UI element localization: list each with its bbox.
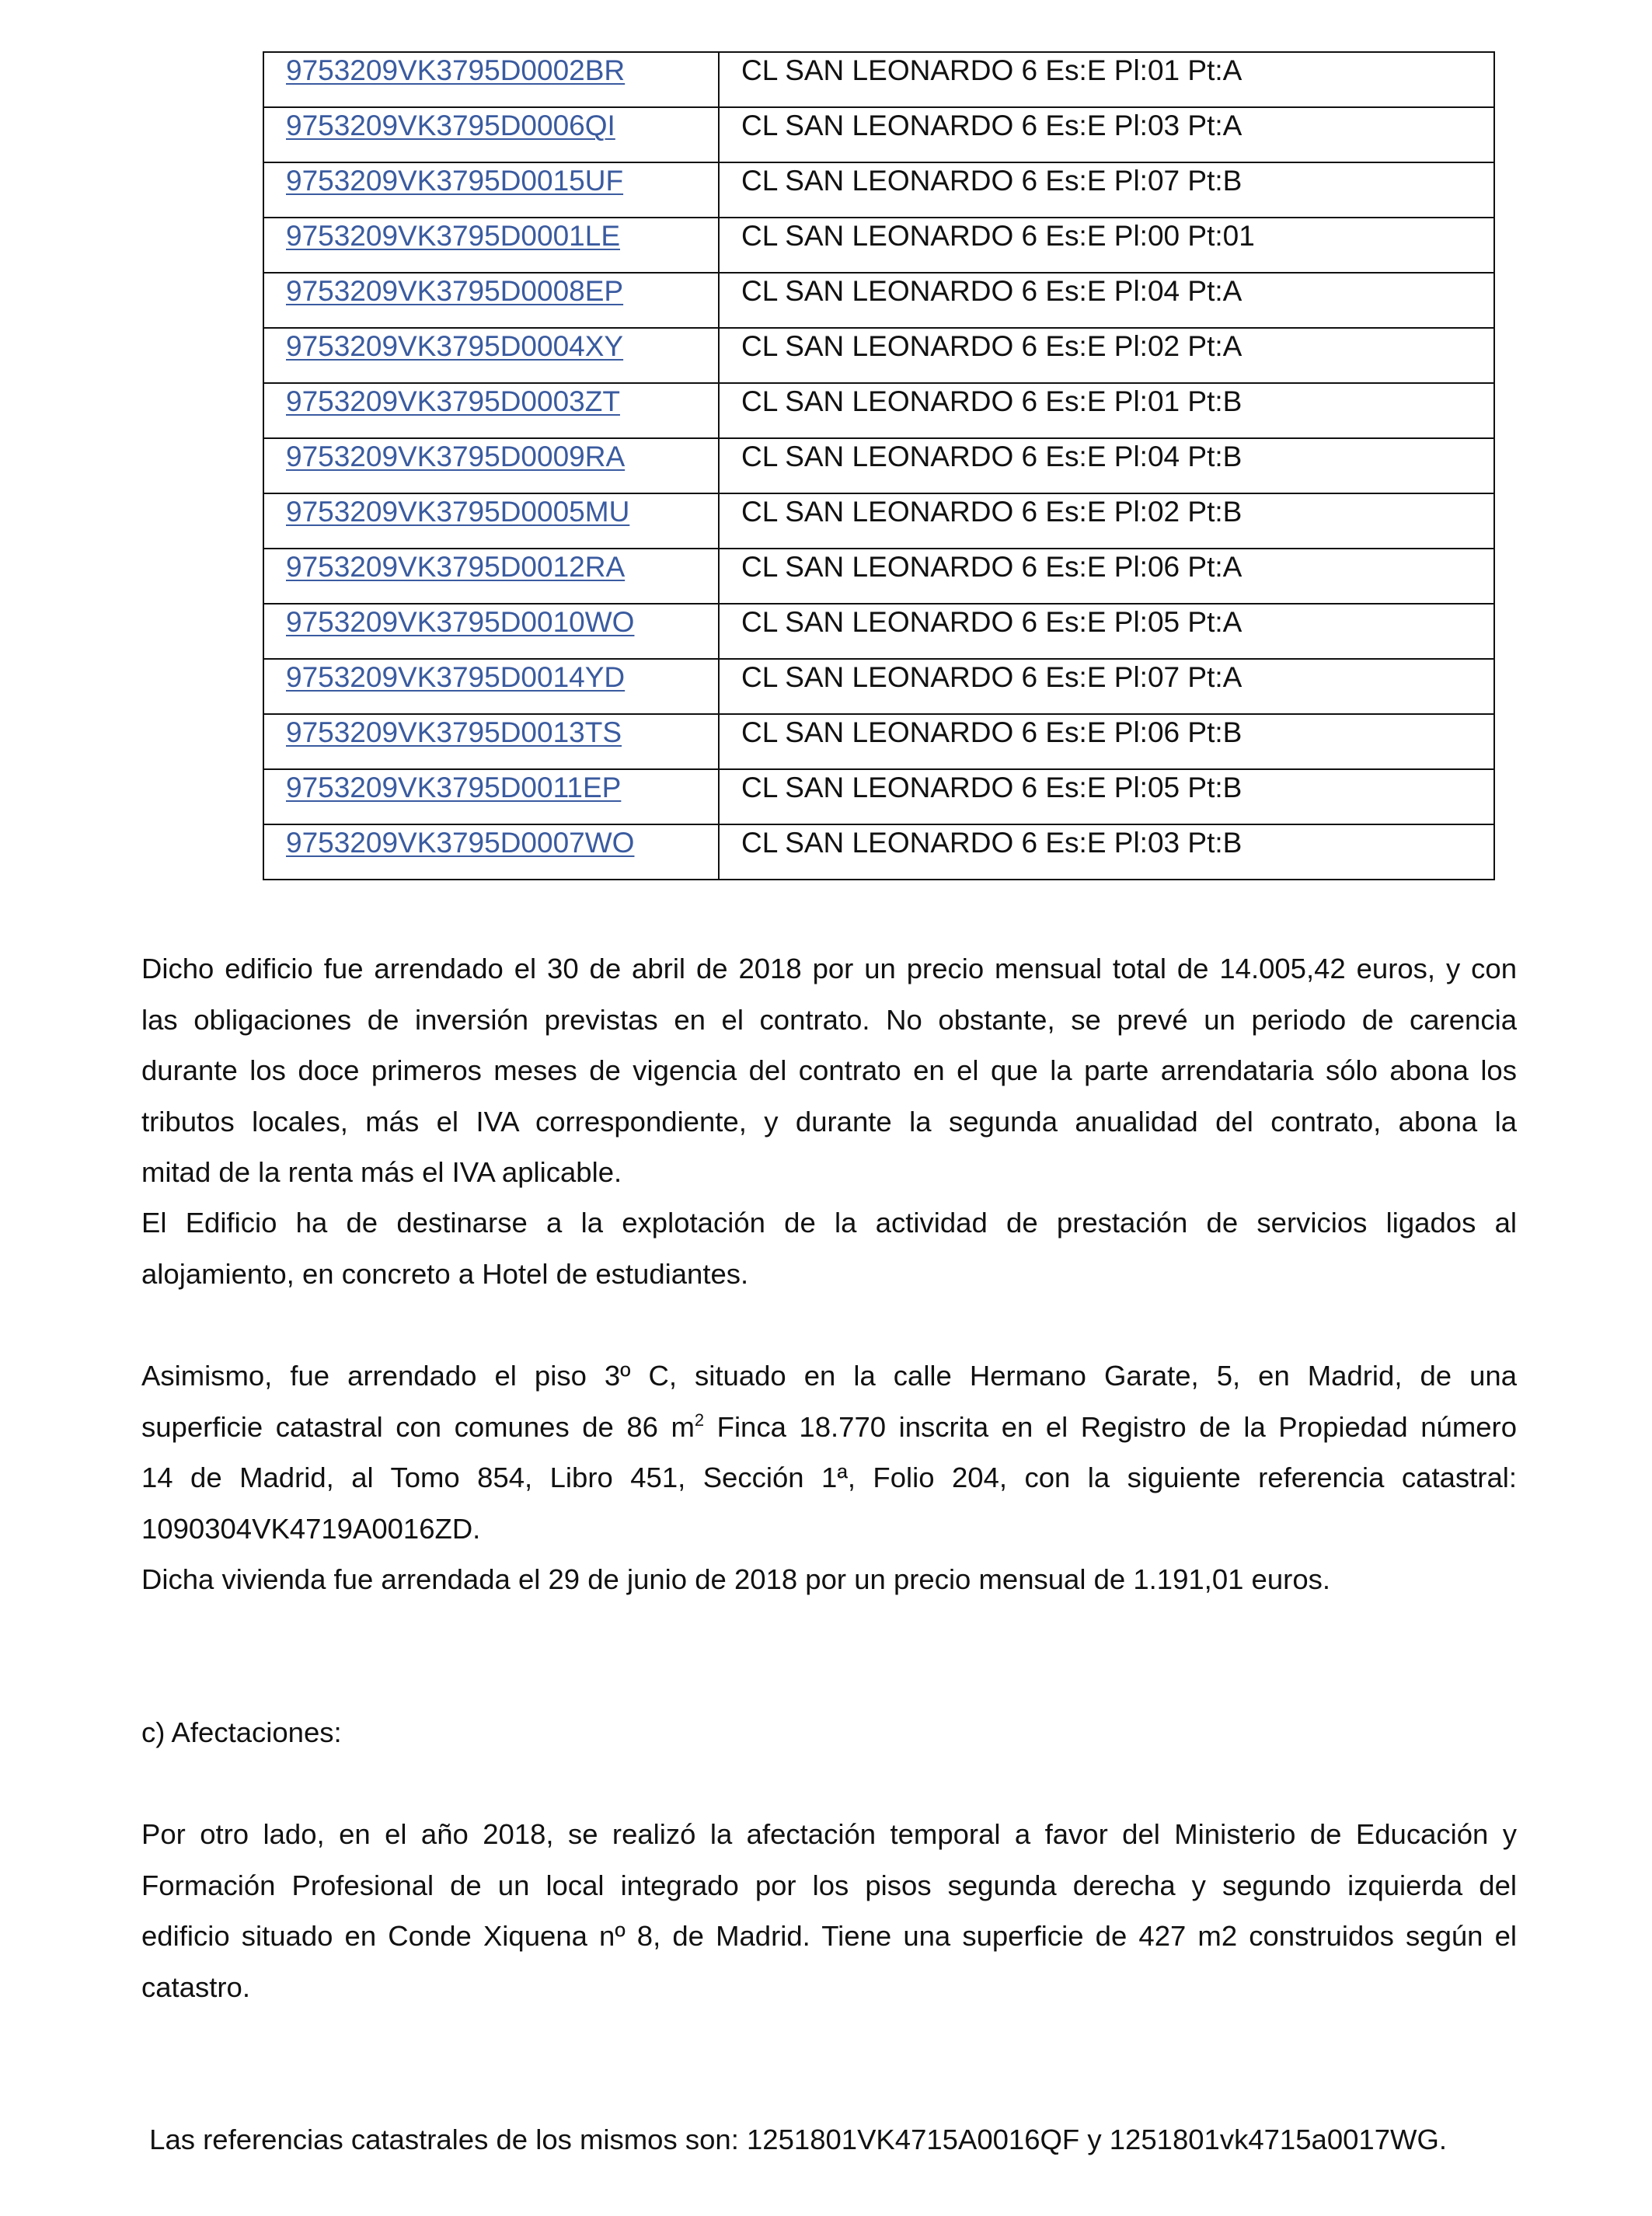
section-heading: [141, 1707, 1517, 1758]
catastral-reference-link[interactable]: 9753209VK3795D0015UF: [286, 165, 624, 197]
heading-text: c) Afectaciones:: [141, 1716, 342, 1748]
address-cell: CL SAN LEONARDO 6 Es:E Pl:05 Pt:A: [719, 604, 1494, 659]
paragraph-line: Dicho edificio fue arrendado el 30 de abril de 2018 por un precio mensual total de 14.005,42 euros, y con: [141, 953, 1517, 984]
paragraph-flat-rent: [141, 1554, 1517, 1605]
catastral-reference-link[interactable]: 9753209VK3795D0008EP: [286, 275, 624, 307]
table-row: [263, 328, 1494, 383]
table-row: [263, 493, 1494, 549]
table-row: [263, 714, 1494, 769]
paragraph-line: edificio situado en Conde Xiquena nº 8, de Madrid. Tiene una superficie de 427 m2 construidos según el: [141, 1920, 1517, 1952]
paragraph-line: Dicha vivienda fue arrendada el 29 de junio de 2018 por un precio mensual de 1.191,01 euros.: [141, 1563, 1331, 1595]
table-row: [263, 769, 1494, 824]
catastral-reference-link[interactable]: 9753209VK3795D0013TS: [286, 716, 622, 748]
address-cell: CL SAN LEONARDO 6 Es:E Pl:00 Pt:01: [719, 218, 1494, 273]
paragraph-line: Formación Profesional de un local integrado por los pisos segunda derecha y segundo izquierda del: [141, 1869, 1517, 1901]
paragraph-line: El Edificio ha de destinarse a la explotación de la actividad de prestación de servicios ligados al: [141, 1207, 1517, 1239]
ref-cell: [263, 162, 719, 218]
catastral-reference-table: [263, 51, 1495, 880]
line-text: superficie catastral con comunes de 86 m: [141, 1410, 695, 1443]
line-text: Finca 18.770 inscrita en el Registro de la Propiedad número: [704, 1410, 1517, 1443]
address-cell: CL SAN LEONARDO 6 Es:E Pl:06 Pt:B: [719, 714, 1494, 769]
paragraph-line-with-superscript: [141, 1402, 1517, 1453]
paragraph-line: mitad de la renta más el IVA aplicable.: [141, 1156, 622, 1188]
catastral-reference-link[interactable]: 9753209VK3795D0006QI: [286, 110, 615, 141]
table-row: [263, 273, 1494, 328]
paragraph-line: alojamiento, en concreto a Hotel de estudiantes.: [141, 1257, 749, 1290]
table-body: [263, 52, 1494, 880]
ref-cell: [263, 604, 719, 659]
table-row: [263, 438, 1494, 493]
table-row: [263, 549, 1494, 604]
ref-cell: [263, 659, 719, 714]
catastral-reference-link[interactable]: 9753209VK3795D0002BR: [286, 54, 626, 86]
paragraph-allocation: [141, 1809, 1517, 2012]
ref-cell: [263, 383, 719, 438]
table-row: [263, 659, 1494, 714]
address-cell: CL SAN LEONARDO 6 Es:E Pl:01 Pt:B: [719, 383, 1494, 438]
address-cell: CL SAN LEONARDO 6 Es:E Pl:02 Pt:A: [719, 328, 1494, 383]
table-row: [263, 604, 1494, 659]
ref-cell: [263, 438, 719, 493]
address-cell: CL SAN LEONARDO 6 Es:E Pl:01 Pt:A: [719, 52, 1494, 107]
catastral-reference-link[interactable]: 9753209VK3795D0011EP: [286, 772, 622, 803]
ref-cell: [263, 328, 719, 383]
catastral-reference-link[interactable]: 9753209VK3795D0009RA: [286, 441, 626, 472]
paragraph-flat-lease: [141, 1350, 1517, 1554]
ref-cell: [263, 493, 719, 549]
paragraph-line: tributos locales, más el IVA correspondiente, y durante la segunda anualidad del contrato, abona la: [141, 1105, 1517, 1138]
paragraph-building-use: [141, 1197, 1517, 1299]
paragraph-line: las obligaciones de inversión previstas en el contrato. No obstante, se prevé un periodo de carencia: [141, 1003, 1517, 1036]
paragraph-line: 1090304VK4719A0016ZD.: [141, 1512, 481, 1545]
table-row: [263, 383, 1494, 438]
paragraph-line: catastro.: [141, 1970, 250, 2003]
catastral-reference-link[interactable]: 9753209VK3795D0003ZT: [286, 385, 620, 417]
ref-cell: [263, 273, 719, 328]
paragraph-line: durante los doce primeros meses de vigencia del contrato en el que la parte arrendataria sólo abona los: [141, 1054, 1517, 1086]
ref-cell: [263, 218, 719, 273]
address-cell: CL SAN LEONARDO 6 Es:E Pl:04 Pt:A: [719, 273, 1494, 328]
table-row: [263, 824, 1494, 880]
ref-cell: [263, 824, 719, 880]
paragraph-line: Asimismo, fue arrendado el piso 3º C, situado en la calle Hermano Garate, 5, en Madrid, de una: [141, 1360, 1517, 1392]
address-cell: CL SAN LEONARDO 6 Es:E Pl:06 Pt:A: [719, 549, 1494, 604]
ref-cell: [263, 52, 719, 107]
catastral-reference-link[interactable]: 9753209VK3795D0010WO: [286, 606, 635, 638]
ref-cell: [263, 714, 719, 769]
table-row: [263, 107, 1494, 162]
catastral-reference-link[interactable]: 9753209VK3795D0004XY: [286, 330, 624, 362]
address-cell: CL SAN LEONARDO 6 Es:E Pl:05 Pt:B: [719, 769, 1494, 824]
address-cell: CL SAN LEONARDO 6 Es:E Pl:04 Pt:B: [719, 438, 1494, 493]
table-row: [263, 162, 1494, 218]
paragraph-lease-building: [141, 943, 1517, 1198]
catastral-reference-link[interactable]: 9753209VK3795D0001LE: [286, 220, 620, 252]
paragraph-line: 14 de Madrid, al Tomo 854, Libro 451, Sección 1ª, Folio 204, con la siguiente referencia catastral:: [141, 1462, 1517, 1493]
table-row: [263, 52, 1494, 107]
ref-cell: [263, 769, 719, 824]
catastral-reference-link[interactable]: 9753209VK3795D0007WO: [286, 827, 635, 859]
ref-cell: [263, 549, 719, 604]
ref-cell: [263, 107, 719, 162]
catastral-reference-link[interactable]: 9753209VK3795D0005MU: [286, 496, 630, 528]
catastral-reference-link[interactable]: 9753209VK3795D0012RA: [286, 551, 626, 583]
table-row: [263, 218, 1494, 273]
paragraph-references: [141, 2012, 1517, 2216]
address-cell: CL SAN LEONARDO 6 Es:E Pl:02 Pt:B: [719, 493, 1494, 549]
paragraph-line: Por otro lado, en el año 2018, se realizó la afectación temporal a favor del Ministerio de Educación y: [141, 1818, 1517, 1850]
superscript-two: 2: [694, 1409, 705, 1430]
address-cell: CL SAN LEONARDO 6 Es:E Pl:03 Pt:A: [719, 107, 1494, 162]
address-cell: CL SAN LEONARDO 6 Es:E Pl:03 Pt:B: [719, 824, 1494, 880]
paragraph-line: Las referencias catastrales de los mismos son: 1251801VK4715A0016QF y 1251801vk4715a0017WG.: [141, 2124, 1448, 2155]
address-cell: CL SAN LEONARDO 6 Es:E Pl:07 Pt:B: [719, 162, 1494, 218]
catastral-reference-link[interactable]: 9753209VK3795D0014YD: [286, 661, 626, 693]
address-cell: CL SAN LEONARDO 6 Es:E Pl:07 Pt:A: [719, 659, 1494, 714]
